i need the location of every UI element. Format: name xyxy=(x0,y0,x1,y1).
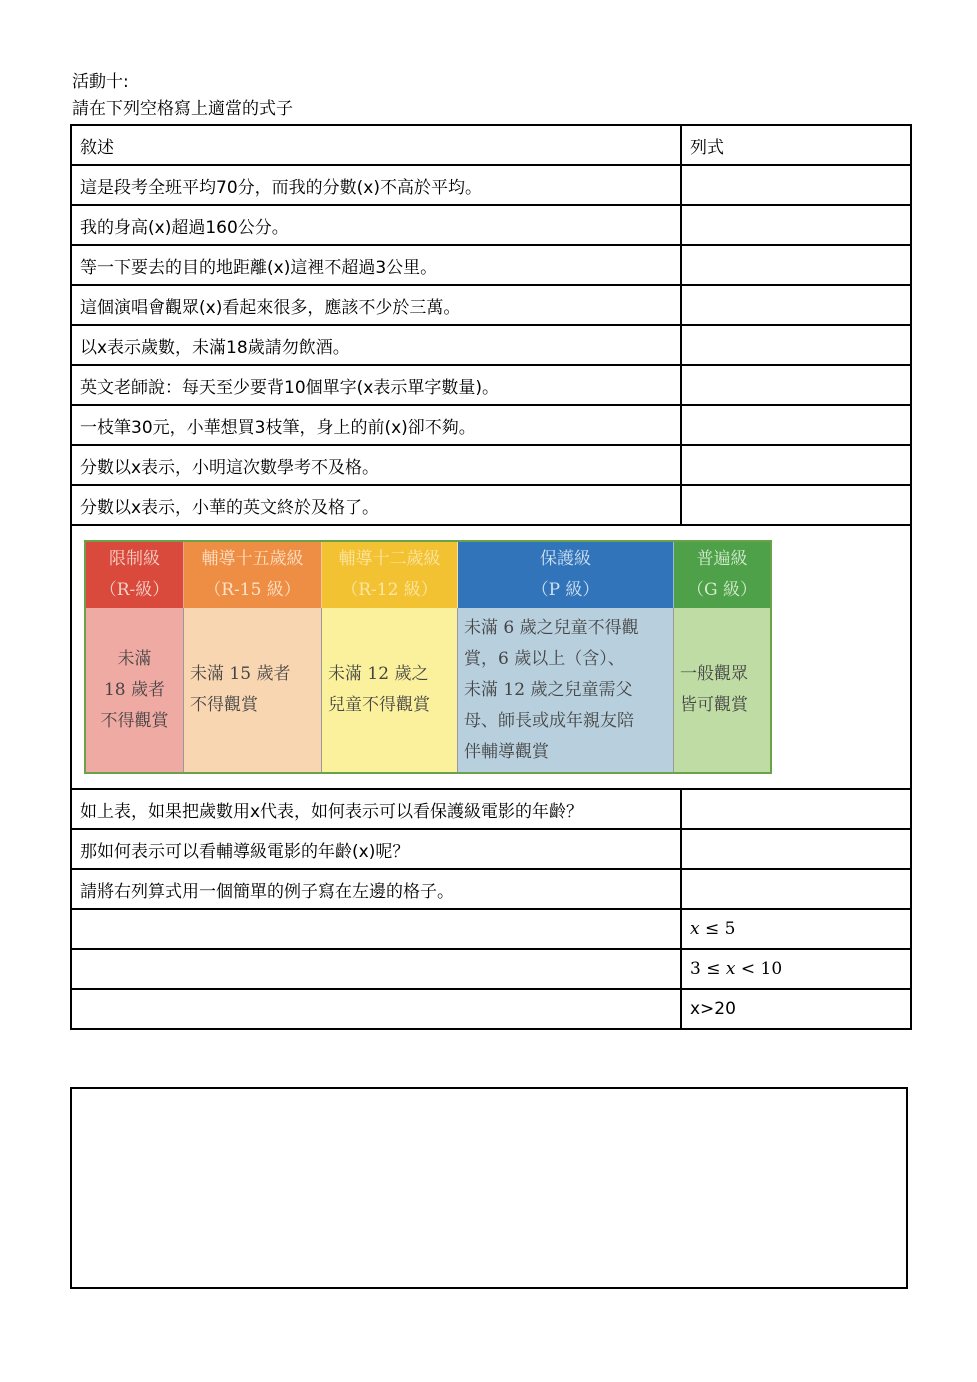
math-operator: < xyxy=(740,959,756,979)
table-row xyxy=(71,365,911,405)
table-row xyxy=(71,445,911,485)
answer-cell[interactable] xyxy=(681,485,911,525)
math-variable: x xyxy=(690,919,700,939)
example-answer-cell[interactable] xyxy=(71,989,681,1029)
rating-body-r15 xyxy=(184,608,322,772)
rating-body-line: 未滿 6 歲之兒童不得觀 xyxy=(464,617,639,638)
math-number: 3 xyxy=(690,959,701,979)
math-operator: ≤ xyxy=(705,919,720,939)
example-expression: x>20 xyxy=(681,989,911,1029)
movie-rating-chart xyxy=(84,540,772,774)
answer-cell[interactable] xyxy=(681,405,911,445)
answer-cell[interactable] xyxy=(681,829,911,869)
rating-body-r12 xyxy=(322,608,458,772)
example-answer-cell[interactable] xyxy=(71,949,681,989)
rating-body-line: 賞，6 歲以上（含）、 xyxy=(464,648,625,669)
rating-body-line: 未滿 xyxy=(117,648,152,669)
answer-cell[interactable] xyxy=(681,445,911,485)
answer-cell[interactable] xyxy=(681,869,911,909)
row-description: 分數以x表示，小華的英文終於及格了。 xyxy=(71,485,681,525)
rating-body-line: 不得觀賞 xyxy=(190,695,258,715)
question-row xyxy=(71,869,911,909)
row-description: 這是段考全班平均70分，而我的分數(x)不高於平均。 xyxy=(71,165,681,205)
rating-body-p xyxy=(458,608,674,772)
row-description: 我的身高(x)超過160公分。 xyxy=(71,205,681,245)
rating-body-line: 未滿 12 歲之兒童需父 xyxy=(464,679,633,700)
rating-body-line: 未滿 15 歲者 xyxy=(190,664,291,684)
rating-header-r15 xyxy=(184,542,322,608)
answer-cell[interactable] xyxy=(681,325,911,365)
rating-name: 保護級 xyxy=(540,549,591,569)
rating-header-g xyxy=(674,542,770,608)
activity-title: 活動十: xyxy=(72,72,129,92)
rating-body-r xyxy=(86,608,184,772)
answer-cell[interactable] xyxy=(681,165,911,205)
question-row xyxy=(71,789,911,829)
rating-body-line: 一般觀眾 xyxy=(680,664,748,684)
answer-cell[interactable] xyxy=(681,365,911,405)
answer-cell[interactable] xyxy=(681,245,911,285)
row-description: 分數以x表示，小明這次數學考不及格。 xyxy=(71,445,681,485)
example-expression xyxy=(681,909,911,949)
rating-name: 限制級 xyxy=(109,549,160,569)
rating-figure-cell xyxy=(71,525,911,789)
rating-code: （R-15 級） xyxy=(204,580,301,600)
answer-cell[interactable] xyxy=(681,285,911,325)
table-row xyxy=(71,325,911,365)
rating-header-r12 xyxy=(322,542,458,608)
math-variable: x xyxy=(725,959,736,979)
example-expression xyxy=(681,949,911,989)
math-operator: ≤ xyxy=(706,959,721,979)
rating-code: （G 級） xyxy=(687,580,757,600)
exercise-table xyxy=(70,124,912,1030)
question-description: 那如何表示可以看輔導級電影的年齡(x)呢？ xyxy=(71,829,681,869)
math-number: 10 xyxy=(760,959,783,979)
table-row xyxy=(71,485,911,525)
row-description: 英文老師說：每天至少要背10個單字(x表示單字數量)。 xyxy=(71,365,681,405)
row-description: 等一下要去的目的地距離(x)這裡不超過3公里。 xyxy=(71,245,681,285)
rating-body-line: 伴輔導觀賞 xyxy=(464,741,549,762)
header-description: 敘述 xyxy=(71,125,681,165)
question-description: 請將右列算式用一個簡單的例子寫在左邊的格子。 xyxy=(71,869,681,909)
row-description: 這個演唱會觀眾(x)看起來很多，應該不少於三萬。 xyxy=(71,285,681,325)
answer-box[interactable] xyxy=(70,1087,908,1289)
rating-body-line: 未滿 12 歲之 xyxy=(328,664,429,684)
row-description: 一枝筆30元，小華想買3枝筆，身上的前(x)卻不夠。 xyxy=(71,405,681,445)
rating-body-line: 皆可觀賞 xyxy=(680,695,748,715)
table-row xyxy=(71,165,911,205)
math-number: 5 xyxy=(724,919,736,939)
rating-body-line: 母、師長或成年親友陪 xyxy=(464,710,634,731)
table-header-row xyxy=(71,125,911,165)
example-answer-cell[interactable] xyxy=(71,909,681,949)
table-row xyxy=(71,245,911,285)
answer-cell[interactable] xyxy=(681,789,911,829)
rating-body-line: 不得觀賞 xyxy=(100,710,169,731)
rating-name: 輔導十二歲級 xyxy=(338,549,441,569)
example-row xyxy=(71,989,911,1029)
rating-body-line: 兒童不得觀賞 xyxy=(328,695,430,715)
question-description: 如上表，如果把歲數用x代表，如何表示可以看保護級電影的年齡？ xyxy=(71,789,681,829)
table-row xyxy=(71,205,911,245)
question-row xyxy=(71,829,911,869)
rating-body-line: 18 歲者 xyxy=(103,679,166,700)
rating-code: （P 級） xyxy=(531,580,600,600)
rating-name: 普遍級 xyxy=(696,549,748,569)
header-expression: 列式 xyxy=(681,125,911,165)
rating-header-p xyxy=(458,542,674,608)
rating-code: （R-級） xyxy=(99,580,170,600)
rating-code: （R-12 級） xyxy=(341,580,438,600)
rating-name: 輔導十五歲級 xyxy=(201,549,304,569)
row-description: 以x表示歲數，未滿18歲請勿飲酒。 xyxy=(71,325,681,365)
example-row xyxy=(71,949,911,989)
answer-cell[interactable] xyxy=(681,205,911,245)
table-row xyxy=(71,285,911,325)
rating-body-g xyxy=(674,608,770,772)
rating-figure-row xyxy=(71,525,911,789)
rating-header-r xyxy=(86,542,184,608)
example-row xyxy=(71,909,911,949)
table-row xyxy=(71,405,911,445)
instruction-text: 請在下列空格寫上適當的式子 xyxy=(72,99,293,119)
